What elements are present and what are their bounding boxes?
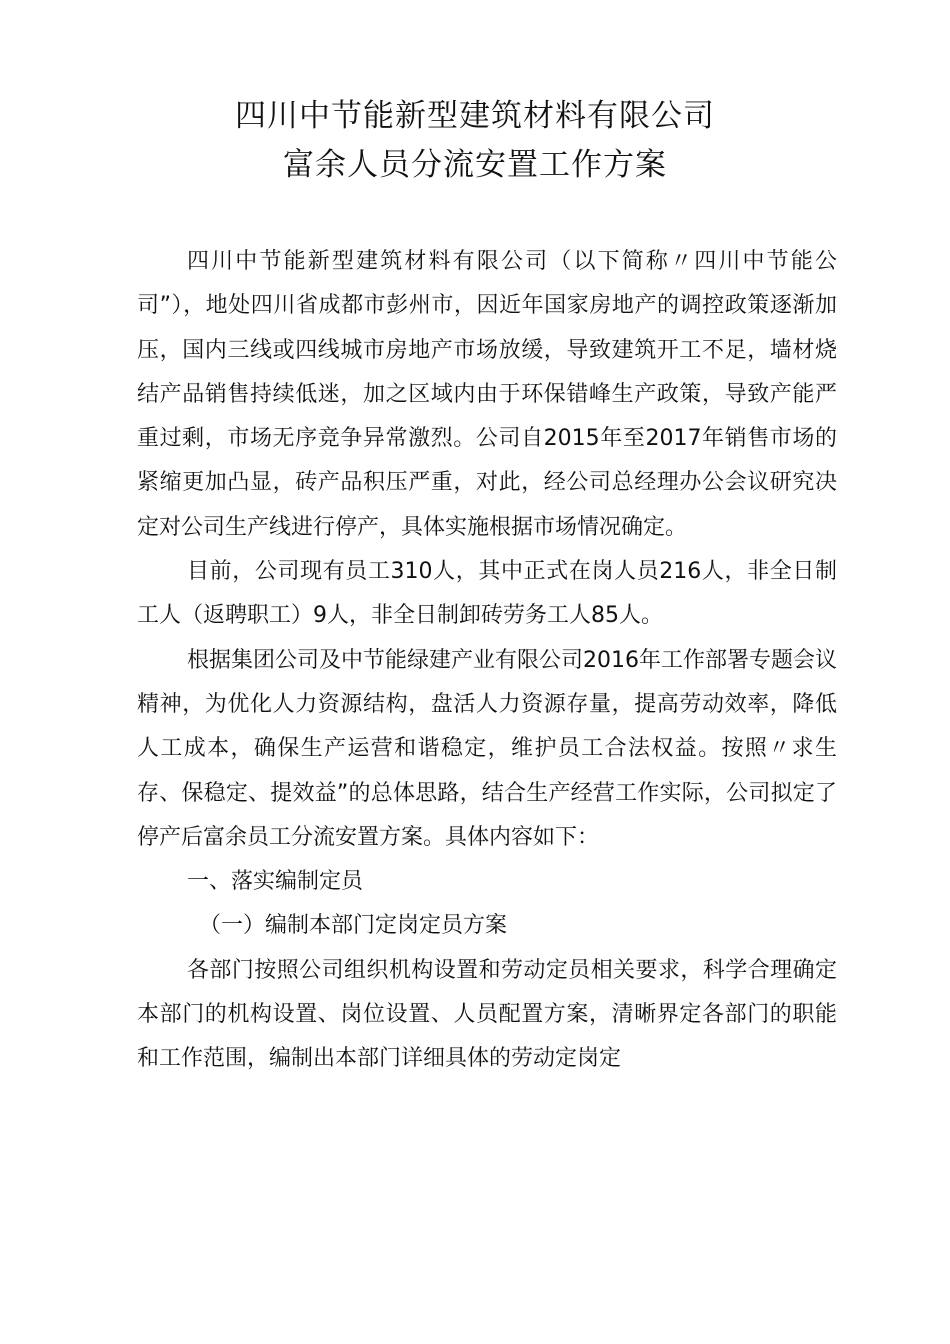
paragraph-staff-count: 目前，公司现有员工310人，其中正式在岗人员216人，非全日制工人（返聘职工）9人，非全日制卸砖劳务工人85人。 [137,559,837,629]
paragraph-background: 四川中节能新型建筑材料有限公司（以下简称〃四川中节能公司”），地处四川省成都市彭州市，因近年国家房地产的调控政策逐渐加压，国内三线或四线城市房地产市场放缓，导致建筑开工不足，墙材烧结产品销售持续低迷，加之区域内由于环保错峰生产政策，导致产能严重过剩，市场无序竞争异常激烈。公司自2015年至2017年销售市场的紧缩更加凸显，砖产品积压严重，对此，经公司总经理办公会议研究决定对公司生产线进行停产，具体实施根据市场情况确定。 [137,249,837,540]
title-line-1: 四川中节能新型建筑材料有限公司 [235,98,715,134]
paragraph-purpose: 根据集团公司及中节能绿建产业有限公司2016年工作部署专题会议精神，为优化人力资源结构，盘活人力资源存量，提高劳动效率，降低人工成本，确保生产运营和谐稳定，维护员工合法权益。按照〃求生存、保稳定、提效益”的总体思路，结合生产经营工作实际，公司拟定了停产后富余员工分流安置方案。具体内容如下： [137,647,837,850]
paragraph-staffing-plan: 各部门按照公司组织机构设置和劳动定员相关要求，科学合理确定本部门的机构设置、岗位设置、人员配置方案，清晰界定各部门的职能和工作范围，编制出本部门详细具体的劳动定岗定 [137,957,837,1072]
section-heading-1: 一、落实编制定员 [187,869,364,895]
document-body [137,240,837,1082]
document-title [0,92,950,190]
title-line-2: 富余人员分流安置工作方案 [283,147,667,183]
subsection-heading-1: （一）编制本部门定岗定员方案 [199,913,508,939]
